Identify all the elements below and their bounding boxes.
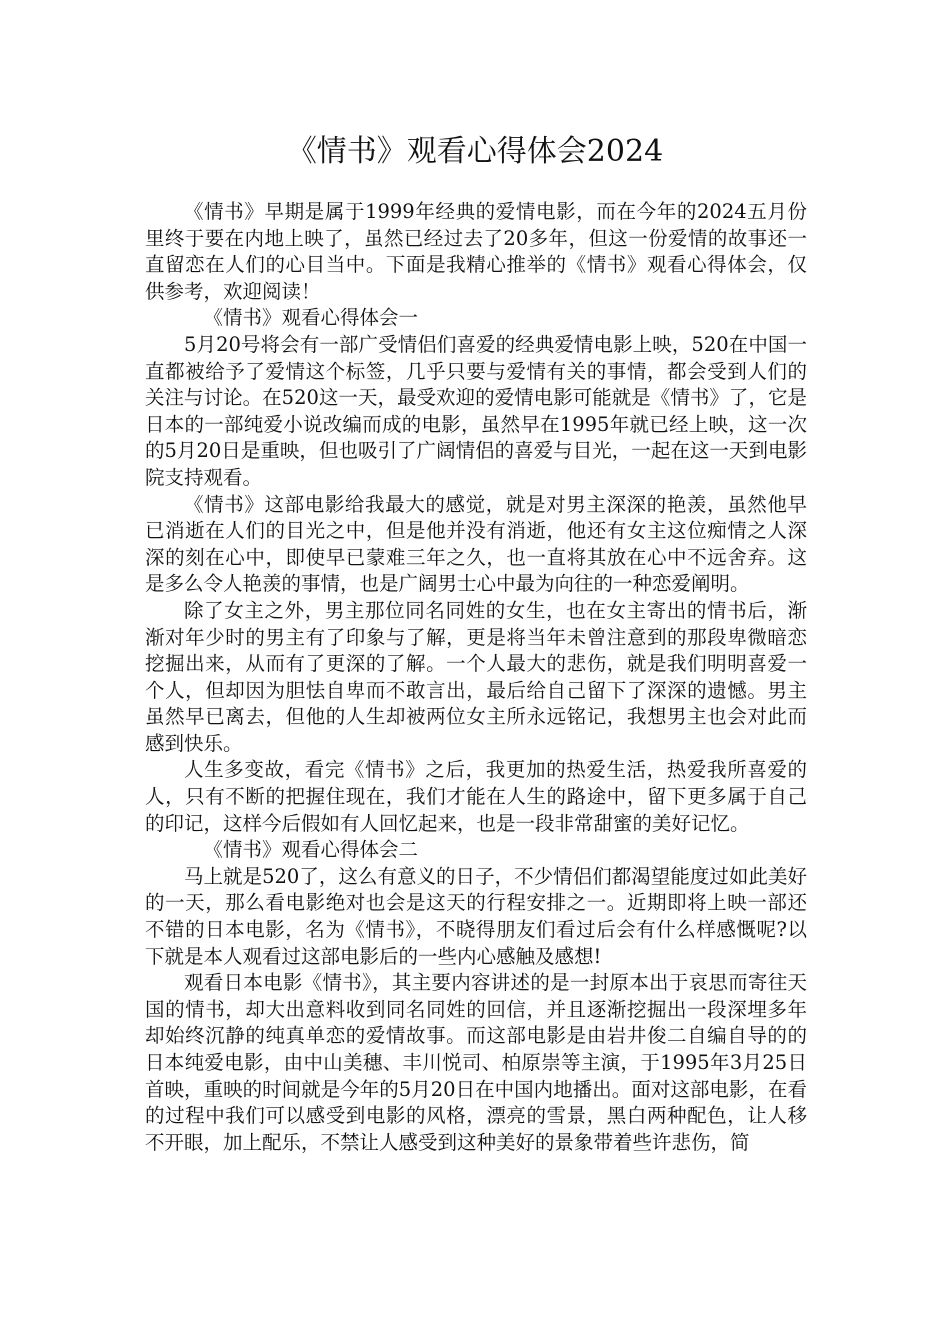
section-heading: 《情书》观看心得体会二	[203, 838, 419, 862]
document-body	[145, 199, 807, 1156]
paragraph: 《情书》这部电影给我最大的感觉，就是对男主深深的艳羡，虽然他早已消逝在人们的目光之中，但是他并没有消逝，他还有女主这位痴情之人深深的刻在心中，即使早已蒙难三年之久，也一直将其放在心中不远舍弃。这是多么令人艳羡的事情，也是广阔男士心中最为向往的一种恋爱阐明。	[145, 492, 807, 596]
section-heading: 《情书》观看心得体会一	[203, 306, 419, 330]
paragraph: 5月20号将会有一部广受情侣们喜爱的经典爱情电影上映，520在中国一直都被给予了爱情这个标签，几乎只要与爱情有关的事情，都会受到人们的关注与讨论。在520这一天，最受欢迎的爱情电影可能就是《情书》了，它是日本的一部纯爱小说改编而成的电影，虽然早在1995年就已经上映，这一次的5月20日是重映，但也吸引了广阔情侣的喜爱与目光，一起在这一天到电影院支持观看。	[145, 332, 807, 489]
paragraph: 人生多变故，看完《情书》之后，我更加的热爱生活，热爱我所喜爱的人，只有不断的把握住现在，我们才能在人生的路途中，留下更多属于自己的印记，这样今后假如有人回忆起来，也是一段非常甜蜜的美好记忆。	[145, 758, 807, 835]
paragraph: 《情书》早期是属于1999年经典的爱情电影，而在今年的2024五月份里终于要在内地上映了，虽然已经过去了20多年，但这一份爱情的故事还一直留恋在人们的心目当中。下面是我精心推举的《情书》观看心得体会，仅供参考，欢迎阅读！	[145, 200, 807, 303]
document-title: 《情书》观看心得体会2024	[286, 134, 664, 169]
paragraph: 观看日本电影《情书》，其主要内容讲述的是一封原本出于哀思而寄往天国的情书，却大出意料收到同名同姓的回信，并且逐渐挖掘出一段深埋多年却始终沉静的纯真单恋的爱情故事。而这部电影是由岩井俊二自编自导的的日本纯爱电影，由中山美穗、丰川悦司、柏原崇等主演，于1995年3月25日首映，重映的时间就是今年的5月20日在中国内地播出。面对这部电影，在看的过程中我们可以感受到电影的风格，漂亮的雪景，黑白两种配色，让人移不开眼，加上配乐，不禁让人感受到这种美好的景象带着些许悲伤，简	[145, 971, 807, 1154]
paragraph: 马上就是520了，这么有意义的日子，不少情侣们都渴望能度过如此美好的一天，那么看电影绝对也会是这天的行程安排之一。近期即将上映一部还不错的日本电影，名为《情书》，不晓得朋友们看过后会有什么样感慨呢?以下就是本人观看过这部电影后的一些内心感触及感想!	[145, 864, 807, 968]
paragraph: 除了女主之外，男主那位同名同姓的女生，也在女主寄出的情书后，渐渐对年少时的男主有了印象与了解，更是将当年未曾注意到的那段卑微暗恋挖掘出来，从而有了更深的了解。一个人最大的悲伤，就是我们明明喜爱一个人，但却因为胆怯自卑而不敢言出，最后给自己留下了深深的遗憾。男主虽然早已离去，但他的人生却被两位女主所永远铭记，我想男主也会对此而感到快乐。	[145, 598, 807, 755]
